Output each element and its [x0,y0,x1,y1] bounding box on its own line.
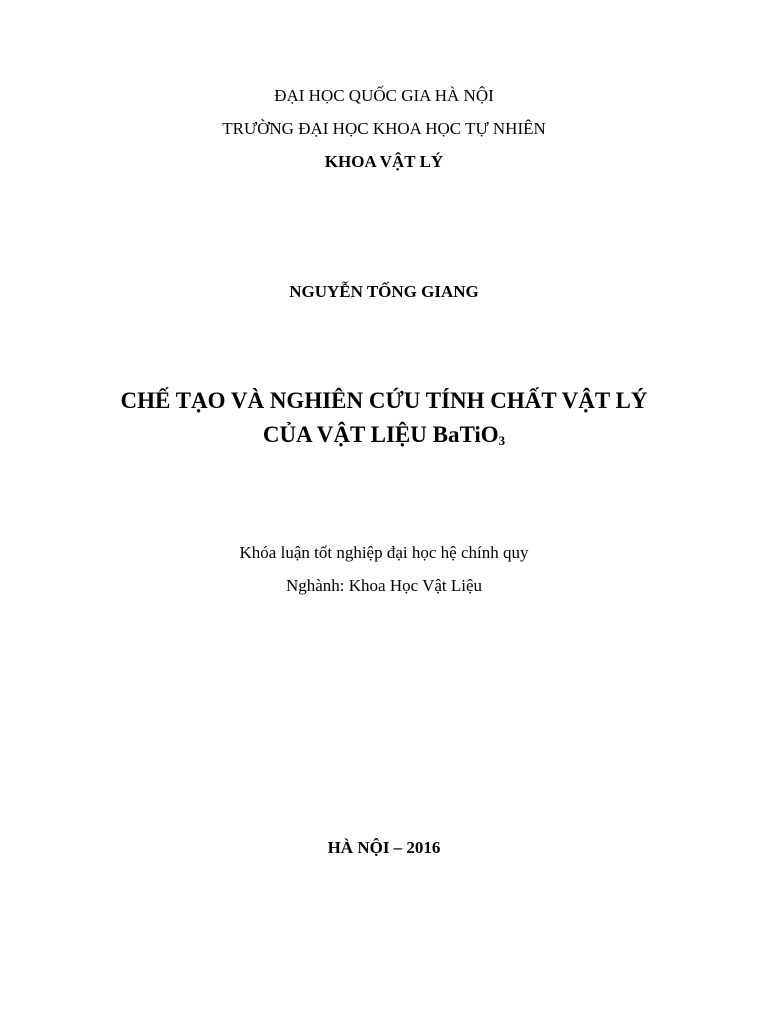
place-and-year: HÀ NỘI – 2016 [327,838,441,857]
chemical-subscript: 3 [498,433,506,448]
school-name: TRƯỜNG ĐẠI HỌC KHOA HỌC TỰ NHIÊN [222,119,546,138]
thesis-major: Nghành: Khoa Học Vật Liệu [285,576,483,595]
faculty-name: KHOA VẬT LÝ [324,152,444,171]
thesis-type: Khóa luận tốt nghiệp đại học hệ chính quy [239,543,529,562]
university-name: ĐẠI HỌC QUỐC GIA HÀ NỘI [274,86,494,105]
thesis-title-line-1: CHẾ TẠO VÀ NGHIÊN CỨU TÍNH CHẤT VẬT LÝ [120,388,648,413]
thesis-title-line-2-text: CỦA VẬT LIỆU BaTiO [262,422,499,447]
thesis-title-line-2 [0,421,768,449]
author-name: NGUYỄN TỐNG GIANG [289,282,479,301]
